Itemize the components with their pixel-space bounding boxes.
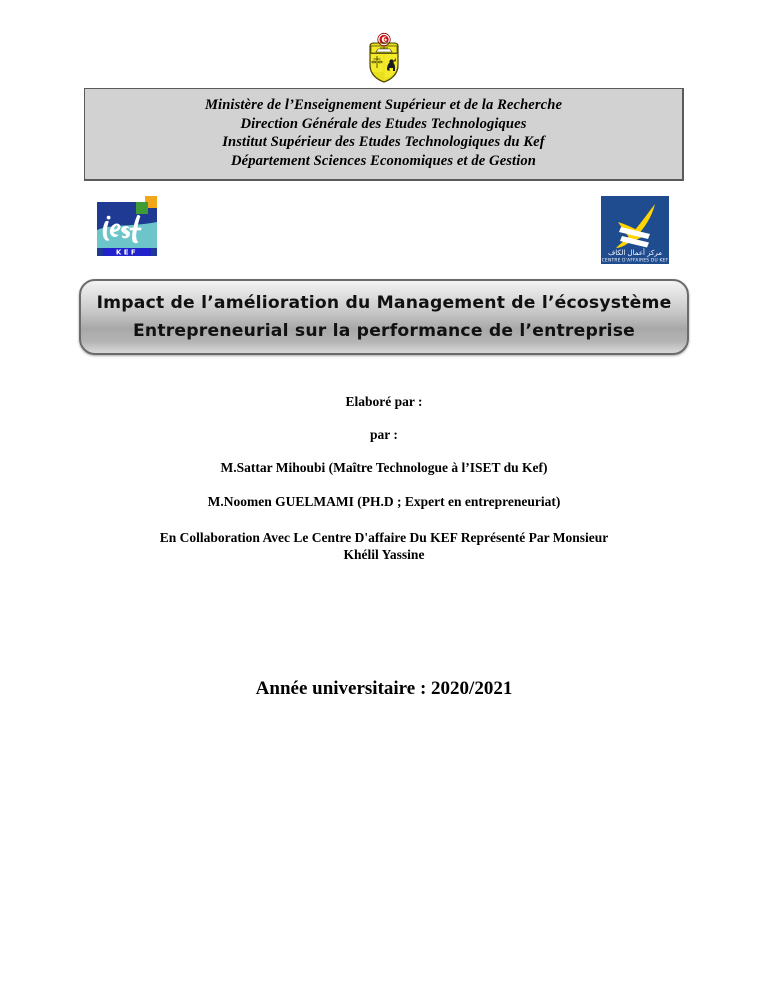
- ministry-line-1: Ministère de l’Enseignement Supérieur et de la Recherche: [204, 97, 563, 113]
- par-label: par :: [370, 427, 398, 442]
- document-title-box: [79, 279, 689, 355]
- title-line-2: Entrepreneurial sur la performance de l’entreprise: [132, 321, 636, 341]
- svg-text:مركز أعمال الكاف: مركز أعمال الكاف: [608, 249, 662, 257]
- title-line-1: Impact de l’amélioration du Management de l’écosystème: [96, 293, 672, 313]
- author-2: M.Noomen GUELMAMI (PH.D ; Expert en entrepreneuriat): [207, 494, 561, 509]
- svg-text:KEF: KEF: [115, 248, 139, 257]
- ministry-line-2: Direction Générale des Etudes Technologiques: [240, 115, 527, 132]
- collaboration-line-2: Khélil Yassine: [343, 547, 425, 562]
- ministry-header-box: [84, 88, 684, 181]
- emblem-container: [0, 32, 768, 84]
- elabore-par-label: Elaboré par :: [345, 394, 423, 409]
- iset-kef-logo-icon: [97, 196, 169, 262]
- tunisia-national-emblem-icon: [366, 32, 402, 84]
- academic-year: Année universitaire : 2020/2021: [255, 678, 513, 699]
- ministry-line-4: Département Sciences Economiques et de Gestion: [231, 152, 536, 169]
- ministry-line-3: Institut Supérieur des Etudes Technologiques du Kef: [222, 134, 545, 150]
- logos-row: [0, 196, 768, 266]
- centre-affaires-kef-logo-icon: [601, 196, 669, 264]
- svg-text:CENTRE D'AFFAIRES DU KEF: CENTRE D'AFFAIRES DU KEF: [601, 258, 669, 264]
- author-1: M.Sattar Mihoubi (Maître Technologue à l’ISET du Kef): [220, 460, 548, 475]
- authors-block: [0, 392, 768, 563]
- collaboration-line-1: En Collaboration Avec Le Centre D'affaire Du KEF Représenté Par Monsieur: [159, 530, 609, 545]
